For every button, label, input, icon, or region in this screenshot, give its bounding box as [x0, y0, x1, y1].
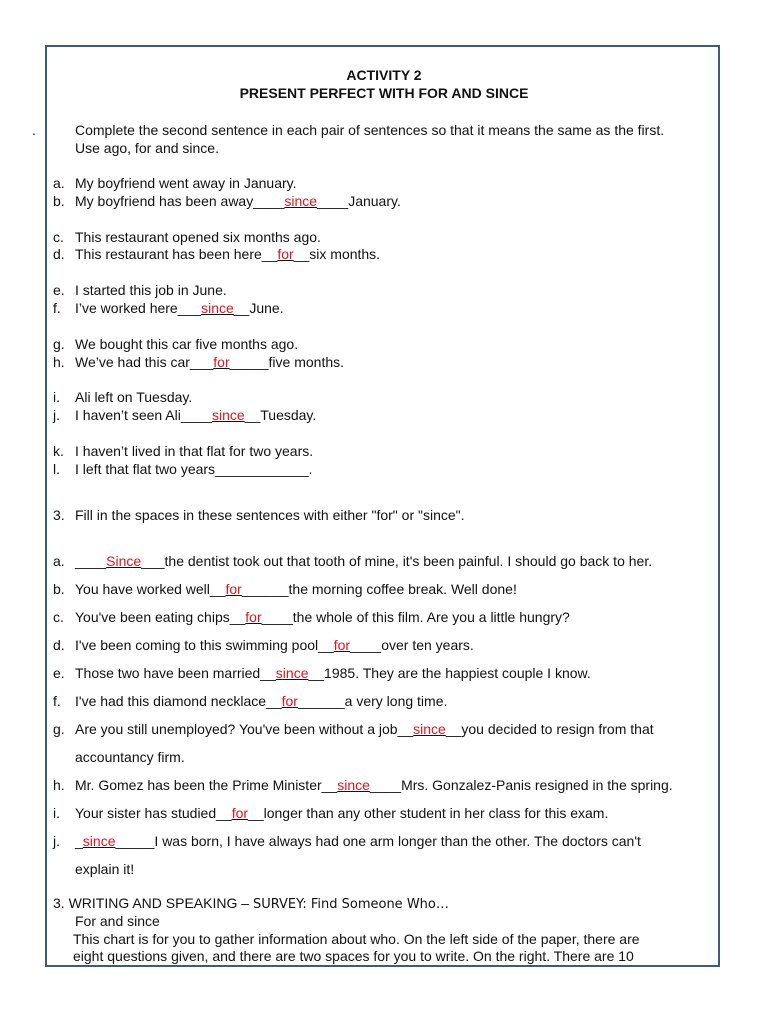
intro-line-2: Use ago, for and since.	[75, 140, 219, 156]
pair-marker: f.	[53, 300, 61, 316]
pair-sentence: I started this job in June.	[75, 282, 227, 298]
pair-sentence: I haven’t seen Ali____since__Tuesday.	[75, 407, 317, 423]
pair-sentence: We bought this car five months ago.	[75, 336, 299, 352]
section-3-instructions: Fill in the spaces in these sentences with either "for" or "since".	[75, 507, 465, 523]
fill-marker: f.	[53, 693, 61, 709]
fill-marker: a.	[53, 553, 65, 569]
fill-sentence: You have worked well__for______the morning coffee break. Well done!	[75, 581, 517, 597]
fill-sentence: _since_____I was born, I have always had one arm longer than the other. The doctors can't	[75, 833, 641, 849]
fill-marker: g.	[53, 721, 65, 737]
answer-text: since	[413, 721, 446, 737]
intro-line-1: Complete the second sentence in each pair of sentences so that it means the same as the first.	[75, 122, 665, 138]
answer-text: for	[245, 609, 262, 625]
writing-paragraph-line-1: This chart is for you to gather information about who. On the left side of the paper, there are	[73, 931, 640, 947]
section-3-marker: 3.	[53, 507, 65, 523]
answer-text: since	[212, 407, 245, 423]
fill-sentence: You've been eating chips__for____the whole of this film. Are you a little hungry?	[75, 609, 570, 625]
answer-text: for	[277, 246, 294, 262]
pair-marker: l.	[53, 461, 60, 477]
answer-text: for	[231, 805, 249, 821]
fill-marker: e.	[53, 665, 65, 681]
fill-sentence: Those two have been married__since__1985. They are the happiest couple I know.	[75, 665, 591, 681]
pair-marker: g.	[53, 336, 65, 352]
writing-subheading: For and since	[75, 913, 160, 929]
writing-heading: 3. WRITING AND SPEAKING – SURVEY: Find Someone Who…	[53, 895, 449, 912]
activity-subtitle: PRESENT PERFECT WITH FOR AND SINCE	[239, 85, 529, 101]
answer-text: Since	[106, 553, 142, 569]
fill-sentence: Your sister has studied__for__longer than any other student in her class for this exam.	[75, 805, 609, 821]
pair-sentence: Ali left on Tuesday.	[75, 389, 193, 405]
pair-marker: b.	[53, 193, 65, 209]
pair-marker: i.	[53, 389, 60, 405]
pair-marker: c.	[53, 229, 64, 245]
answer-text: since	[337, 777, 370, 793]
pair-sentence: We’ve had this car___for_____five months.	[75, 354, 345, 370]
pair-sentence: I left that flat two years____________.	[75, 461, 313, 477]
answer-text: for	[225, 581, 242, 597]
fill-marker: b.	[53, 581, 65, 597]
answer-text: since	[82, 833, 116, 849]
pair-marker: j.	[53, 407, 60, 423]
pair-sentence: This restaurant has been here__for__six months.	[75, 246, 381, 262]
answer-text: for	[213, 354, 230, 370]
fill-marker: h.	[53, 777, 65, 793]
pair-marker: h.	[53, 354, 65, 370]
pair-sentence: I haven’t lived in that flat for two years.	[75, 443, 314, 459]
fill-sentence: I've been coming to this swimming pool__for____over ten years.	[75, 637, 474, 653]
fill-sentence: Mr. Gomez has been the Prime Minister__since____Mrs. Gonzalez-Panis resigned in the spring.	[75, 777, 673, 793]
pair-sentence: My boyfriend has been away____since____January.	[75, 193, 401, 209]
fill-sentence-continued: accountancy firm.	[75, 749, 185, 765]
answer-text: since	[275, 665, 309, 681]
writing-paragraph-line-2: eight questions given, and there are two spaces for you to write. On the right. There are 10	[73, 948, 634, 964]
pair-marker: d.	[53, 246, 65, 262]
pair-sentence: My boyfriend went away in January.	[75, 175, 297, 191]
pair-marker: e.	[53, 282, 65, 298]
fill-marker: c.	[53, 609, 64, 625]
pair-sentence: This restaurant opened six months ago.	[75, 229, 321, 245]
intro-marker: .	[32, 122, 36, 138]
pair-sentence: I’ve worked here___since__June.	[75, 300, 284, 316]
answer-text: since	[201, 300, 234, 316]
pair-marker: k.	[53, 443, 64, 459]
activity-title: ACTIVITY 2	[346, 67, 422, 83]
fill-marker: j.	[53, 833, 60, 849]
fill-marker: d.	[53, 637, 65, 653]
pair-marker: a.	[53, 175, 65, 191]
fill-sentence: ____Since___the dentist took out that tooth of mine, it's been painful. I should go back to her.	[75, 553, 653, 569]
fill-sentence: Are you still unemployed? You've been without a job__since__you decided to resign from that	[75, 721, 654, 737]
survey-label: SURVEY: Find Someone Who…	[252, 897, 449, 912]
answer-text: for	[333, 637, 351, 653]
answer-text: since	[284, 193, 318, 209]
fill-sentence: I've had this diamond necklace__for______a very long time.	[75, 693, 448, 709]
fill-marker: i.	[53, 805, 60, 821]
answer-text: for	[281, 693, 298, 709]
fill-sentence-continued: explain it!	[75, 861, 135, 877]
